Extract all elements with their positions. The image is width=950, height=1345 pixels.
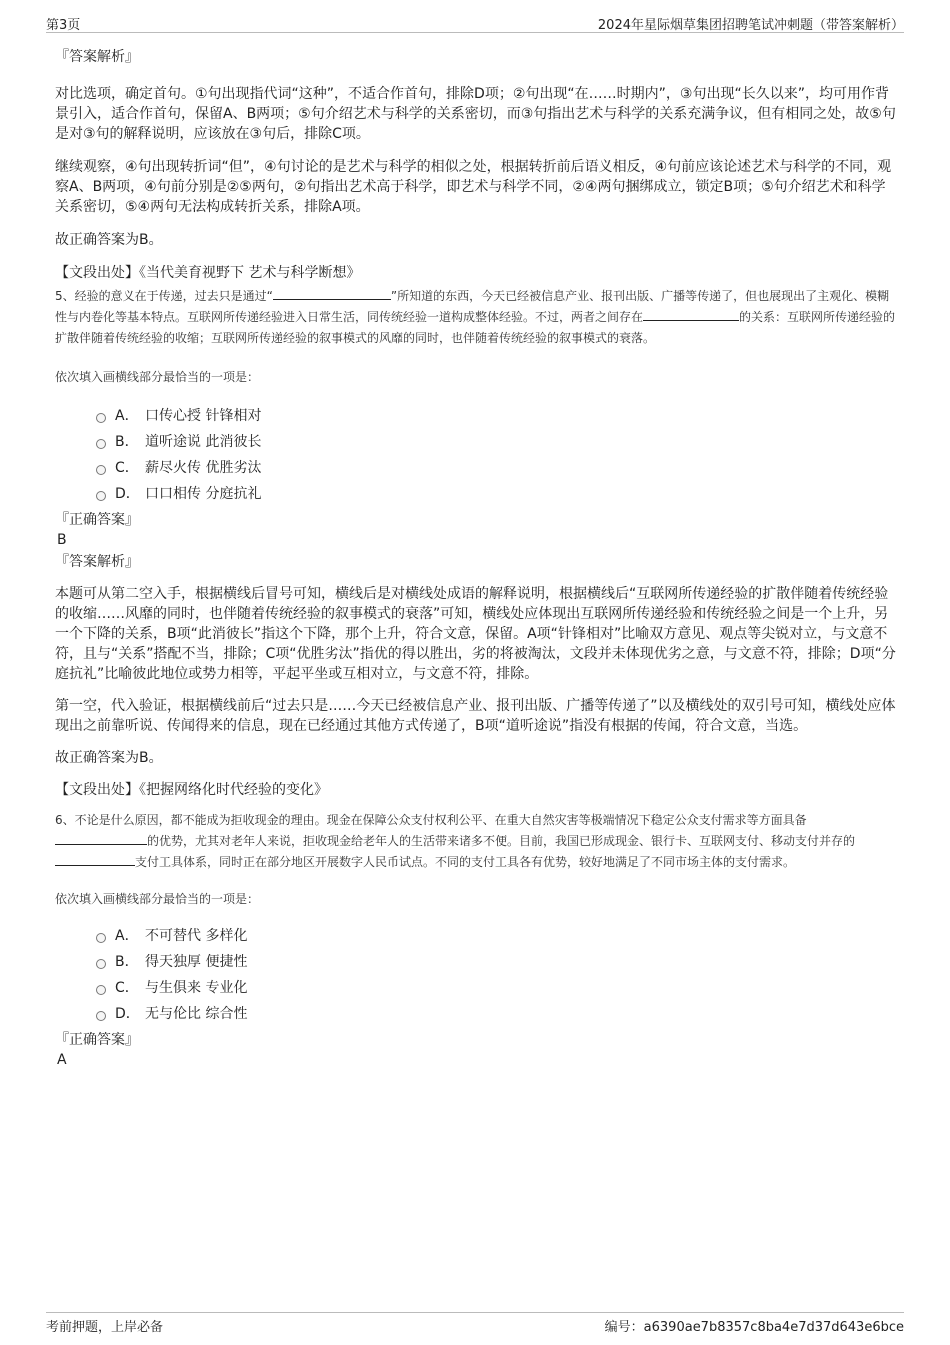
q4-analysis-label: 『答案解析』 — [55, 49, 139, 65]
radio-icon[interactable] — [96, 491, 106, 501]
q6-option-d[interactable] — [55, 1004, 897, 1030]
radio-icon[interactable] — [96, 413, 106, 423]
radio-icon[interactable] — [96, 439, 106, 449]
option-letter: B． — [115, 434, 139, 450]
q5-options — [55, 406, 897, 510]
radio-icon[interactable] — [96, 465, 106, 475]
option-letter: B． — [115, 954, 139, 970]
option-text: 与生俱来 专业化 — [145, 980, 248, 996]
q4-analysis-paragraph-2: 继续观察，④句出现转折词“但”，④句讨论的是艺术与科学的相似之处，根据转折前后语义相反，④句前应该论述艺术与科学的不同，观察A、B两项，④句前分别是②⑤两句，②句指出艺术高于科学，即艺术与科学不同，②④两句捆绑成立，锁定B项；⑤句介绍艺术和科学关系密切，⑤④两句无法构成转折关系，排除A项。 — [55, 159, 892, 215]
option-letter: D． — [115, 486, 140, 502]
footer-slogan: 考前押题，上岸必备 — [46, 1320, 164, 1335]
q5-prompt: 依次填入画横线部分最恰当的一项是： — [55, 370, 260, 384]
page-header — [46, 12, 904, 33]
page-content — [55, 44, 897, 1070]
document-title: 2024年星际烟草集团招聘笔试冲刺题（带答案解析） — [597, 18, 904, 33]
radio-icon[interactable] — [96, 959, 106, 969]
option-text: 得天独厚 便捷性 — [145, 954, 248, 970]
q5-conclusion: 故正确答案为B。 — [55, 750, 163, 766]
q6-blank-2 — [55, 852, 135, 866]
document-id: 编号：a6390ae7b8357c8ba4e7d37d643e6bce — [604, 1320, 904, 1335]
option-letter: A． — [115, 408, 139, 424]
option-text: 无与伦比 综合性 — [145, 1006, 248, 1022]
page-number: 第3页 — [46, 18, 81, 33]
q6-prompt: 依次填入画横线部分最恰当的一项是： — [55, 892, 260, 906]
radio-icon[interactable] — [96, 985, 106, 995]
q6-blank-1 — [55, 831, 147, 845]
option-text: 口口相传 分庭抗礼 — [145, 486, 262, 502]
option-letter: C． — [115, 460, 139, 476]
q4-analysis-paragraph-1: 对比选项，确定首句。①句出现指代词“这种”，不适合作首句，排除D项；②句出现“在……时期内”，③句出现“长久以来”，均可用作背景引入，适合作首句，保留A、B两项；⑤句介绍艺术与科学的关系密切，而③句指出艺术与科学的关系充满争议，但有相同之处，故⑤句是对③句的解释说明，应该放在③句后，排除C项。 — [55, 86, 896, 142]
q6-stem-part-2: 的优势，尤其对老年人来说，拒收现金给老年人的生活带来诸多不便。目前，我国已形成现金、银行卡、互联网支付、移动支付并存的 — [147, 834, 856, 848]
option-letter: D． — [115, 1006, 140, 1022]
q5-stem-part-1: 5、经验的意义在于传递，过去只是通过“ — [55, 289, 273, 303]
q6-stem-part-1: 6、不论是什么原因，都不能成为拒收现金的理由。现金在保障公众支付权利公平、在重大自然灾害等极端情况下稳定公众支付需求等方面具备 — [55, 813, 807, 827]
q6-options — [55, 926, 897, 1030]
q6-option-b[interactable] — [55, 952, 897, 978]
q5-stem-part-3: 的关系：互联网所传递经验的扩散伴随着传统经验的收缩；互联网所传递经验的叙事模式的风靡的同时，也伴随着传统经验的叙事模式的衰落。 — [55, 310, 896, 345]
q5-option-b[interactable] — [55, 432, 897, 458]
q5-blank-1 — [273, 286, 391, 300]
page-footer — [46, 1312, 904, 1335]
q6-answer-label: 『正确答案』 — [55, 1032, 139, 1048]
q5-answer: B — [57, 532, 67, 548]
radio-icon[interactable] — [96, 933, 106, 943]
q5-option-c[interactable] — [55, 458, 897, 484]
option-text: 薪尽火传 优胜劣汰 — [145, 460, 262, 476]
q5-stem-part-2: ”所知道的东西，今天已经被信息产业、报刊出版、广播等传递了，但也展现出了主观化、模糊性与内卷化等基本特点。互联网所传递经验进入日常生活，同传统经验一道构成整体经验。不过，两者之间存在 — [55, 289, 890, 324]
q6-answer: A — [57, 1052, 67, 1068]
q5-option-d[interactable] — [55, 484, 897, 510]
q5-analysis-label: 『答案解析』 — [55, 554, 139, 570]
q6-stem — [55, 810, 897, 873]
q5-blank-2 — [643, 307, 739, 321]
option-letter: A． — [115, 928, 139, 944]
q5-stem — [55, 286, 897, 349]
q4-conclusion: 故正确答案为B。 — [55, 232, 163, 248]
q4-source: 【文段出处】《当代美育视野下 艺术与科学断想》 — [55, 265, 361, 281]
option-text: 道听途说 此消彼长 — [145, 434, 262, 450]
q5-analysis-paragraph-1: 本题可从第二空入手，根据横线后冒号可知，横线后是对横线处成语的解释说明，根据横线后“互联网所传递经验的扩散伴随着传统经验的收缩……风靡的同时，也伴随着传统经验的叙事模式的衰落”可知，横线处应体现出互联网所传递经验和传统经验之间是一个上升，另一个下降的关系，B项“此消彼长”指这个下降，那个上升，符合文意，保留。A项“针锋相对”比喻双方意见、观点等尖锐对立，与文意不符，且与“关系”搭配不当，排除；C项“优胜劣汰”指优的得以胜出，劣的将被淘汰，文段并未体现优劣之意，与文意不符，排除；D项“分庭抗礼”比喻彼此地位或势力相等，平起平坐或互相对立，与文意不符，排除。 — [55, 586, 896, 682]
q6-option-c[interactable] — [55, 978, 897, 1004]
option-text: 口传心授 针锋相对 — [145, 408, 262, 424]
radio-icon[interactable] — [96, 1011, 106, 1021]
q6-stem-part-3: 支付工具体系，同时正在部分地区开展数字人民币试点。不同的支付工具各有优势，较好地满足了不同市场主体的支付需求。 — [135, 855, 796, 869]
option-text: 不可替代 多样化 — [145, 928, 248, 944]
option-letter: C． — [115, 980, 139, 996]
q5-source: 【文段出处】《把握网络化时代经验的变化》 — [55, 782, 328, 798]
q5-analysis-paragraph-2: 第一空，代入验证，根据横线前后“过去只是……今天已经被信息产业、报刊出版、广播等传递了”以及横线处的双引号可知，横线处应体现出之前靠听说、传闻得来的信息，现在已经通过其他方式传递了，B项“道听途说”指没有根据的传闻，符合文意，当选。 — [55, 698, 896, 734]
q6-option-a[interactable] — [55, 926, 897, 952]
q5-answer-label: 『正确答案』 — [55, 512, 139, 528]
q5-option-a[interactable] — [55, 406, 897, 432]
